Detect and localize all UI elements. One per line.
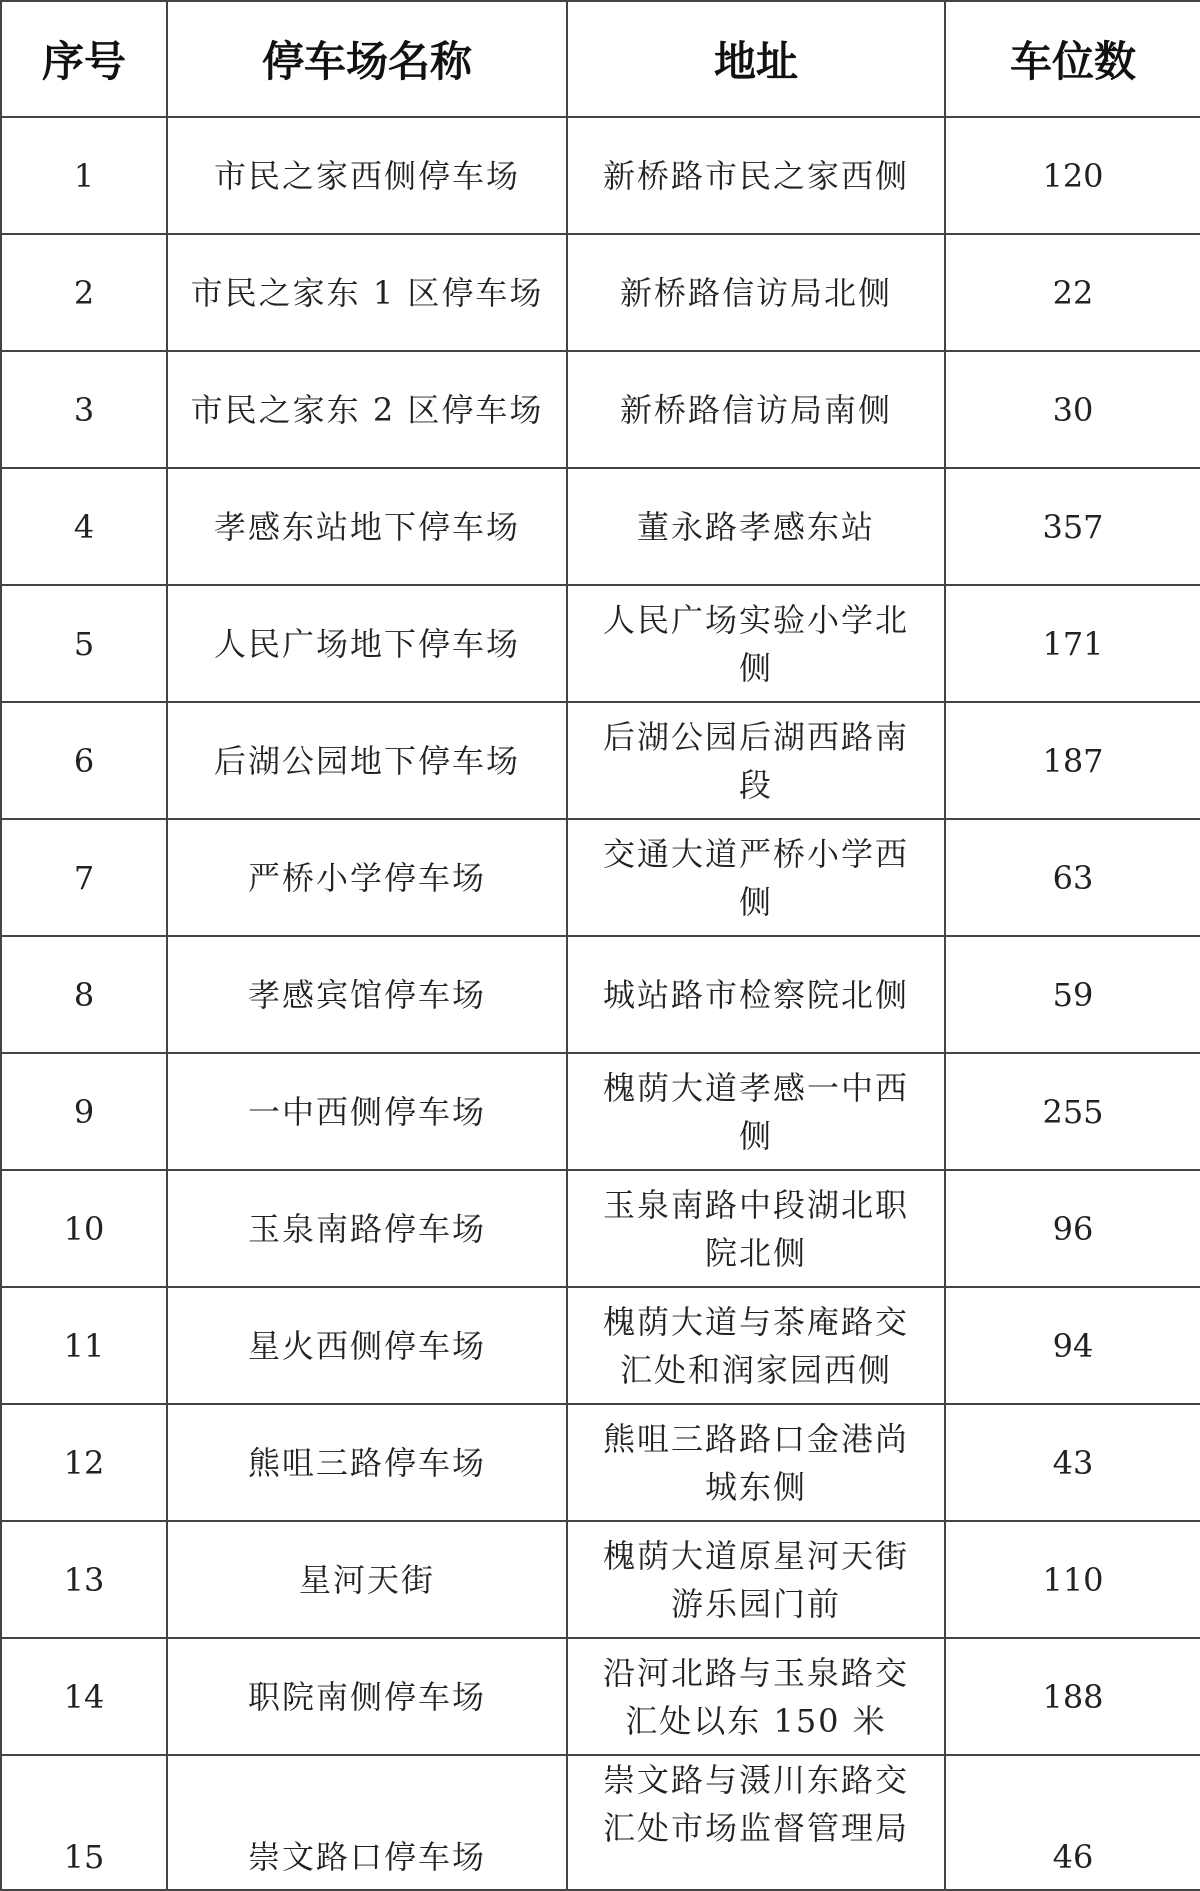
row-spots: 46 [945, 1755, 1200, 1890]
header-address: 地址 [567, 1, 945, 117]
row-address: 董永路孝感东站 [567, 468, 945, 585]
row-name: 星火西侧停车场 [167, 1287, 567, 1404]
header-name: 停车场名称 [167, 1, 567, 117]
row-id: 4 [1, 468, 167, 585]
row-id: 10 [1, 1170, 167, 1287]
row-name: 人民广场地下停车场 [167, 585, 567, 702]
row-name: 严桥小学停车场 [167, 819, 567, 936]
row-address: 交通大道严桥小学西侧 [567, 819, 945, 936]
row-id: 2 [1, 234, 167, 351]
row-spots: 255 [945, 1053, 1200, 1170]
row-address: 新桥路市民之家西侧 [567, 117, 945, 234]
table-row [1, 468, 1200, 585]
row-id: 5 [1, 585, 167, 702]
row-spots: 171 [945, 585, 1200, 702]
row-id: 6 [1, 702, 167, 819]
row-address: 人民广场实验小学北侧 [567, 585, 945, 702]
header-spots: 车位数 [945, 1, 1200, 117]
row-name: 玉泉南路停车场 [167, 1170, 567, 1287]
row-address: 崇文路与滠川东路交汇处市场监督管理局 [567, 1755, 945, 1890]
row-id: 8 [1, 936, 167, 1053]
row-spots: 30 [945, 351, 1200, 468]
table-row [1, 1404, 1200, 1521]
row-spots: 110 [945, 1521, 1200, 1638]
row-id: 15 [1, 1755, 167, 1890]
row-name: 职院南侧停车场 [167, 1638, 567, 1755]
row-id: 12 [1, 1404, 167, 1521]
table-row [1, 1638, 1200, 1755]
row-name: 后湖公园地下停车场 [167, 702, 567, 819]
row-address: 新桥路信访局南侧 [567, 351, 945, 468]
row-id: 14 [1, 1638, 167, 1755]
row-spots: 94 [945, 1287, 1200, 1404]
row-name: 崇文路口停车场 [167, 1755, 567, 1890]
row-id: 3 [1, 351, 167, 468]
table-header-row [1, 1, 1200, 117]
table-row [1, 117, 1200, 234]
row-name: 熊咀三路停车场 [167, 1404, 567, 1521]
row-address: 城站路市检察院北侧 [567, 936, 945, 1053]
row-id: 13 [1, 1521, 167, 1638]
row-spots: 357 [945, 468, 1200, 585]
row-spots: 43 [945, 1404, 1200, 1521]
table-row [1, 936, 1200, 1053]
row-spots: 120 [945, 117, 1200, 234]
row-spots: 96 [945, 1170, 1200, 1287]
row-id: 11 [1, 1287, 167, 1404]
table-row [1, 1170, 1200, 1287]
row-name: 市民之家东 1 区停车场 [167, 234, 567, 351]
row-name: 星河天街 [167, 1521, 567, 1638]
row-name: 市民之家西侧停车场 [167, 117, 567, 234]
header-id: 序号 [1, 1, 167, 117]
row-name: 孝感宾馆停车场 [167, 936, 567, 1053]
row-spots: 188 [945, 1638, 1200, 1755]
row-name: 市民之家东 2 区停车场 [167, 351, 567, 468]
table-row [1, 1755, 1200, 1890]
row-address: 新桥路信访局北侧 [567, 234, 945, 351]
row-id: 1 [1, 117, 167, 234]
row-id: 9 [1, 1053, 167, 1170]
row-address: 槐荫大道孝感一中西侧 [567, 1053, 945, 1170]
row-id: 7 [1, 819, 167, 936]
row-spots: 63 [945, 819, 1200, 936]
row-spots: 22 [945, 234, 1200, 351]
row-address: 熊咀三路路口金港尚城东侧 [567, 1404, 945, 1521]
table-row [1, 1287, 1200, 1404]
table-row [1, 702, 1200, 819]
row-name: 孝感东站地下停车场 [167, 468, 567, 585]
row-address: 槐荫大道与茶庵路交汇处和润家园西侧 [567, 1287, 945, 1404]
table-row [1, 585, 1200, 702]
table-row [1, 1521, 1200, 1638]
table-row [1, 234, 1200, 351]
row-address: 槐荫大道原星河天街游乐园门前 [567, 1521, 945, 1638]
row-address: 后湖公园后湖西路南段 [567, 702, 945, 819]
row-spots: 59 [945, 936, 1200, 1053]
table-row [1, 351, 1200, 468]
table-row [1, 819, 1200, 936]
row-address: 玉泉南路中段湖北职院北侧 [567, 1170, 945, 1287]
row-spots: 187 [945, 702, 1200, 819]
table-row [1, 1053, 1200, 1170]
row-name: 一中西侧停车场 [167, 1053, 567, 1170]
row-address: 沿河北路与玉泉路交汇处以东 150 米 [567, 1638, 945, 1755]
